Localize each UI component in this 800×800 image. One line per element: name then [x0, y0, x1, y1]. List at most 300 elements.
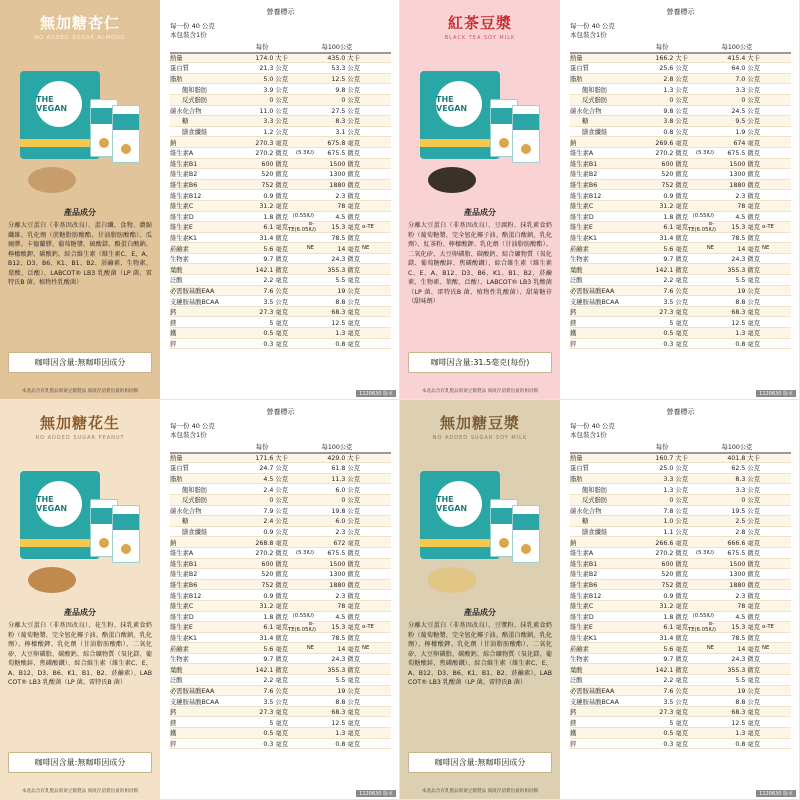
value-per-serving: 1.8 微克: [663, 213, 688, 221]
table-row: [570, 159, 791, 170]
nutrient-name: 泛酸: [570, 277, 583, 285]
value-per-100g: 14 毫克: [337, 645, 360, 653]
value-per-serving: 142.1 微克: [255, 666, 288, 674]
table-row: [570, 169, 791, 180]
value-per-serving: 270.3 毫克: [255, 139, 288, 147]
value-per-100g: 1.3 毫克: [335, 330, 360, 338]
product-image: [408, 449, 552, 599]
value-per-100g: 5.5 毫克: [735, 677, 760, 685]
unit-per-serving: (5.3IU): [696, 549, 714, 556]
footnote: 本產品含有乳製品與黃豆類製品 與既存消費份量的相同類: [21, 389, 139, 394]
value-per-100g: 19 公克: [337, 687, 360, 695]
product-panel: [400, 0, 800, 400]
nutrient-name: 維生素B6: [570, 182, 598, 190]
value-per-serving: 0.9 微克: [663, 192, 688, 200]
nutrient-name: 維生素B12: [570, 592, 602, 600]
nutrient-name: 必需胺基酸EAA: [170, 287, 215, 295]
value-per-100g: 8.3 公克: [335, 118, 360, 126]
unit-per-100g: α-TE: [362, 223, 374, 230]
nutrient-name: 鎂: [570, 319, 577, 327]
nutrient-name: 葉酸: [170, 666, 183, 674]
sachet-dot: [521, 144, 531, 154]
box-stripe: [420, 139, 500, 147]
table-row: [170, 590, 391, 601]
nutrition-table: [160, 0, 399, 399]
box-stripe: [420, 539, 500, 547]
sachet-image: [112, 105, 140, 163]
value-per-serving: 27.3 毫克: [259, 309, 288, 317]
nutrient-name: 維生素E: [170, 224, 193, 232]
box-stripe: [20, 139, 100, 147]
product-panel: [0, 400, 400, 800]
value-per-serving: 9.7 微克: [663, 256, 688, 264]
product-subtitle: NO ADDED SUGAR PEANUT: [35, 435, 125, 441]
value-per-100g: 0 公克: [341, 97, 360, 105]
value-per-100g: 1.9 公克: [735, 129, 760, 137]
nutrition-title: 營養標示: [666, 8, 695, 16]
value-per-serving: 1.8 微克: [263, 213, 288, 221]
nutrient-name: 維生素B1: [570, 560, 598, 568]
value-per-serving: 5.6 毫克: [663, 645, 688, 653]
unit-per-serving: α-TE(6.05IU): [288, 220, 316, 233]
value-per-100g: 78 毫克: [737, 203, 760, 211]
value-per-serving: 0 公克: [669, 97, 688, 105]
unit-per-100g: NE: [362, 645, 370, 652]
value-per-serving: 266.6 毫克: [655, 539, 688, 547]
value-per-serving: 5.6 毫克: [263, 245, 288, 253]
table-row: [170, 307, 391, 318]
value-per-100g: 78.5 微克: [731, 634, 760, 642]
unit-per-serving: (5.3IU): [296, 549, 314, 556]
table-row: [170, 63, 391, 74]
unit-per-serving: NE: [706, 645, 714, 652]
nutrient-name: 鈉: [570, 139, 577, 147]
nutrient-name: 鐵: [570, 730, 577, 738]
product-box-image: [420, 471, 500, 559]
value-per-serving: 5 毫克: [669, 719, 688, 727]
table-row: [570, 127, 791, 138]
table-row: [570, 495, 791, 506]
nutrient-name: 維生素C: [570, 203, 594, 211]
table-row: [170, 106, 391, 117]
box-logo-label: THE VEGAN: [436, 81, 482, 127]
table-row: [570, 463, 791, 474]
table-row: [170, 527, 391, 538]
table-row: [170, 506, 391, 517]
nutrient-name: 蛋白質: [170, 65, 189, 73]
value-per-serving: 0.3 毫克: [663, 340, 688, 348]
value-per-100g: 8.8 公克: [335, 698, 360, 706]
value-per-100g: 53.3 公克: [331, 65, 360, 73]
value-per-serving: 142.1 微克: [655, 666, 688, 674]
value-per-100g: 8.3 公克: [735, 476, 760, 484]
table-row: [170, 453, 391, 464]
nutrient-name: 鐵: [170, 330, 177, 338]
table-row: [570, 63, 791, 74]
nutrient-name: 維生素E: [570, 224, 593, 232]
nutrient-name: 菸鹼素: [570, 245, 589, 253]
product-title: 無加糖杏仁: [39, 14, 120, 32]
unit-per-100g: α-TE: [762, 623, 774, 630]
value-per-100g: 355.3 微克: [727, 266, 760, 274]
nutrient-name: 維生素B12: [170, 192, 202, 200]
table-row: [170, 243, 391, 254]
nutrient-name: 鎂: [570, 719, 577, 727]
value-per-100g: 1880 微克: [729, 582, 760, 590]
table-row: [570, 474, 791, 485]
value-per-100g: 19 公克: [737, 287, 760, 295]
value-per-100g: 27.5 公克: [331, 107, 360, 115]
nutrient-name: 菸鹼素: [170, 645, 189, 653]
value-per-100g: 675.5 微克: [327, 550, 360, 558]
table-row: [570, 633, 791, 644]
nutrient-name: 鎂: [170, 719, 177, 727]
unit-per-100g: α-TE: [362, 623, 374, 630]
value-per-serving: 0 公克: [269, 497, 288, 505]
header-per-100g: 每100公克: [721, 44, 753, 52]
table-row: [570, 664, 791, 675]
value-per-serving: 6.1 毫克: [663, 224, 688, 232]
table-row: [570, 264, 791, 275]
value-per-serving: 3.3 公克: [663, 476, 688, 484]
table-row: [170, 53, 391, 64]
nutrient-name: 維生素A: [570, 550, 594, 558]
servings-per-pack: 本包裝含1份: [170, 31, 207, 39]
nutrient-name: 蛋白質: [570, 65, 589, 73]
footnote: 本產品含有乳製品與黃豆類製品 與既存消費份量的相同類: [421, 389, 539, 394]
nutrient-name: 維生素C: [170, 203, 194, 211]
value-per-100g: 675.5 微克: [727, 150, 760, 158]
value-per-serving: 270.2 微克: [255, 150, 288, 158]
nutrient-name: 維生素A: [170, 150, 194, 158]
value-per-serving: 31.4 微克: [259, 634, 288, 642]
value-per-serving: 7.6 公克: [263, 287, 288, 295]
nutrient-name: 維生素K1: [570, 634, 598, 642]
value-per-serving: 4.5 公克: [263, 476, 288, 484]
unit-per-serving: NE: [306, 245, 314, 252]
value-per-100g: 3.1 公克: [335, 129, 360, 137]
value-per-100g: 1300 微克: [329, 571, 360, 579]
value-per-serving: 5.6 毫克: [663, 245, 688, 253]
table-row: [170, 233, 391, 244]
table-row: [570, 286, 791, 297]
value-per-serving: 0.9 微克: [663, 592, 688, 600]
table-row: [170, 317, 391, 328]
nutrient-name: 必需胺基酸EAA: [170, 687, 215, 695]
nutrient-name: 支鏈胺基酸BCAA: [170, 698, 219, 706]
sachet-image: [512, 105, 540, 163]
value-per-100g: 78.5 微克: [331, 634, 360, 642]
value-per-serving: 3.3 公克: [263, 118, 288, 126]
table-row: [170, 664, 391, 675]
table-row: [170, 74, 391, 85]
nutrient-name: 泛酸: [570, 677, 583, 685]
nutrient-name: 泛酸: [170, 677, 183, 685]
value-per-serving: 0.5 毫克: [663, 730, 688, 738]
value-per-100g: 674 毫克: [733, 139, 760, 147]
value-per-100g: 78 毫克: [337, 203, 360, 211]
table-row: [170, 633, 391, 644]
value-per-100g: 0.8 毫克: [335, 740, 360, 748]
value-per-serving: 25.0 公克: [659, 465, 688, 473]
nutrient-name: 碳水化合物: [170, 107, 202, 115]
unit-per-100g: NE: [762, 245, 770, 252]
product-info-column: [400, 400, 560, 799]
value-per-100g: 78 毫克: [337, 603, 360, 611]
table-row: [570, 84, 791, 95]
value-per-100g: 0 公克: [741, 497, 760, 505]
table-row: [570, 707, 791, 718]
header-per-100g: 每100公克: [321, 444, 353, 452]
value-per-serving: 166.2 大卡: [655, 55, 688, 63]
nutrient-name: 維生素B1: [170, 560, 198, 568]
table-row: [570, 601, 791, 612]
nutrient-name: 糖: [582, 518, 589, 526]
value-per-100g: 15.3 毫克: [331, 224, 360, 232]
sachet-band: [513, 514, 539, 530]
table-row: [570, 728, 791, 739]
table-row: [570, 53, 791, 64]
table-row: [170, 201, 391, 212]
nutrient-name: 鐵: [170, 730, 177, 738]
value-per-serving: 142.1 微克: [255, 266, 288, 274]
value-per-100g: 2.3 公克: [335, 529, 360, 537]
value-per-100g: 1.3 毫克: [735, 330, 760, 338]
unit-per-100g: NE: [762, 645, 770, 652]
table-row: [170, 328, 391, 339]
nutrient-name: 維生素C: [570, 603, 594, 611]
nutrient-name: 熱量: [170, 455, 183, 463]
value-per-serving: 2.4 公克: [263, 486, 288, 494]
value-per-serving: 174.0 大卡: [255, 55, 288, 63]
value-per-serving: 520 微克: [261, 171, 288, 179]
value-per-serving: 269.6 毫克: [655, 139, 688, 147]
value-per-serving: 7.8 公克: [663, 507, 688, 515]
serving-size: 每一份 40 公克: [170, 22, 215, 30]
ingredients-title: 產品成分: [64, 208, 96, 217]
value-per-serving: 270.2 微克: [655, 550, 688, 558]
unit-per-serving: (0.55IU): [292, 213, 314, 220]
table-row: [170, 116, 391, 127]
value-per-100g: 5.5 毫克: [735, 277, 760, 285]
value-per-serving: 31.2 毫克: [259, 203, 288, 211]
table-row: [570, 537, 791, 548]
nutrient-name: 反式脂肪: [182, 97, 208, 105]
value-per-serving: 9.7 微克: [663, 656, 688, 664]
nutrient-name: 葉酸: [570, 666, 583, 674]
nutrition-table: [560, 0, 799, 399]
version-code: 1120630 版本: [356, 390, 396, 397]
unit-per-serving: (5.3IU): [696, 149, 714, 156]
servings-per-pack: 本包裝含1份: [170, 431, 207, 439]
table-row: [570, 569, 791, 580]
value-per-100g: 675.5 微克: [327, 150, 360, 158]
value-per-100g: 15.3 毫克: [731, 224, 760, 232]
header-per-serving: 每份: [255, 444, 269, 452]
table-row: [170, 696, 391, 707]
footnote: 本產品含有乳製品與黃豆類製品 與既存消費份量的相同類: [21, 789, 139, 794]
unit-per-serving: (0.55IU): [692, 613, 714, 620]
caffeine-content: 咖啡因含量:無咖啡因成分: [8, 752, 152, 773]
value-per-100g: 1500 微克: [729, 560, 760, 568]
table-row: [570, 643, 791, 654]
value-per-serving: 752 微克: [261, 182, 288, 190]
value-per-100g: 1500 微克: [729, 160, 760, 168]
sachet-image: [512, 505, 540, 563]
value-per-serving: 600 微克: [661, 560, 688, 568]
sachet-band: [513, 114, 539, 130]
product-image: [408, 49, 552, 199]
caffeine-content: 咖啡因含量:無咖啡因成分: [8, 352, 152, 373]
value-per-serving: 520 微克: [661, 171, 688, 179]
nutrient-name: 糖: [182, 118, 189, 126]
ingredients-title: 產品成分: [464, 208, 496, 217]
table-row: [570, 233, 791, 244]
table-row: [570, 222, 791, 233]
nutrition-table: [560, 400, 799, 799]
nutrient-name: 飽和脂肪: [582, 86, 608, 94]
value-per-serving: 5 毫克: [269, 319, 288, 327]
table-row: [570, 696, 791, 707]
nutrient-name: 維生素B6: [170, 182, 198, 190]
value-per-serving: 31.2 毫克: [659, 203, 688, 211]
table-row: [170, 137, 391, 148]
table-header: [570, 442, 791, 453]
nutrient-name: 菸鹼素: [170, 245, 189, 253]
value-per-100g: 19 公克: [737, 687, 760, 695]
nutrient-name: 維生素B12: [170, 592, 202, 600]
value-per-100g: 24.3 微克: [331, 256, 360, 264]
value-per-serving: 9.7 微克: [263, 656, 288, 664]
nutrient-name: 飽和脂肪: [582, 486, 608, 494]
table-row: [570, 686, 791, 697]
table-row: [170, 190, 391, 201]
nutrient-name: 維生素A: [170, 550, 194, 558]
value-per-100g: 61.8 公克: [331, 465, 360, 473]
value-per-100g: 8.8 公克: [335, 298, 360, 306]
value-per-serving: 9.7 微克: [263, 256, 288, 264]
value-per-100g: 4.5 微克: [735, 213, 760, 221]
table-row: [570, 654, 791, 665]
sachet-band: [113, 514, 139, 530]
table-row: [570, 548, 791, 559]
table-row: [570, 453, 791, 464]
table-row: [170, 675, 391, 686]
value-per-serving: 3.9 公克: [263, 86, 288, 94]
table-row: [170, 537, 391, 548]
nutrient-name: 鈣: [570, 309, 577, 317]
ingredient-pile-image: [428, 167, 476, 193]
table-row: [570, 622, 791, 633]
nutrient-name: 碳水化合物: [170, 507, 202, 515]
nutrient-name: 生物素: [170, 656, 189, 664]
nutrient-name: 鋅: [170, 740, 177, 748]
table-row: [170, 484, 391, 495]
value-per-100g: 64.0 公克: [731, 65, 760, 73]
value-per-serving: 27.3 毫克: [659, 309, 688, 317]
nutrient-name: 脂肪: [570, 76, 583, 84]
table-row: [570, 580, 791, 591]
value-per-100g: 19.8 公克: [331, 507, 360, 515]
table-row: [170, 654, 391, 665]
value-per-serving: 3.5 公克: [263, 298, 288, 306]
value-per-serving: 520 微克: [261, 571, 288, 579]
nutrition-title: 營養標示: [266, 408, 295, 416]
value-per-100g: 24.3 微克: [731, 656, 760, 664]
product-box-image: [20, 71, 100, 159]
value-per-100g: 14 毫克: [737, 245, 760, 253]
value-per-100g: 1500 微克: [329, 160, 360, 168]
value-per-serving: 24.7 公克: [259, 465, 288, 473]
table-row: [570, 590, 791, 601]
value-per-serving: 2.2 毫克: [263, 677, 288, 685]
value-per-serving: 1.3 公克: [663, 86, 688, 94]
table-row: [170, 739, 391, 750]
table-row: [570, 116, 791, 127]
table-row: [570, 675, 791, 686]
nutrient-name: 膳食纖維: [582, 529, 608, 537]
table-row: [170, 717, 391, 728]
table-row: [570, 506, 791, 517]
unit-per-100g: NE: [362, 245, 370, 252]
product-title: 無加糖豆漿: [439, 414, 520, 432]
nutrient-name: 維生素K1: [170, 234, 198, 242]
table-row: [570, 137, 791, 148]
nutrient-name: 葉酸: [170, 266, 183, 274]
value-per-100g: 14 毫克: [337, 245, 360, 253]
table-row: [170, 339, 391, 350]
ingredients-text: 分離大豆蛋白（非基因改良）、豆腐粉、抹乳素食奶粉（葡萄糖漿、完全氫化椰子油、酪蛋白酸鈉、乳化劑）、紅茶粉、檸檬酸鉀、乳化劑（甘油脂肪酸酯）、二氧化矽、大豆卵磷脂、碳酸鈣、綜合礦物質（氧化鎂、葡萄糖酸鋅、焦磷酸鐵）、綜合維生素（維生素C、E、A、B12、D3、B6、K1、B1、B2、菸鹼素、生物素、葉酸、泛酸）、LABCOT® LB3 乳酸菌（LP 菌、雷特氏B 菌、植物性乳酸菌）、甜菊糖苷（甜味劑）: [408, 222, 552, 305]
table-row: [170, 169, 391, 180]
value-per-serving: 0.5 毫克: [263, 730, 288, 738]
nutrient-name: 維生素B12: [570, 192, 602, 200]
value-per-100g: 355.3 微克: [727, 666, 760, 674]
nutrient-name: 鈉: [570, 539, 577, 547]
value-per-serving: 600 微克: [261, 560, 288, 568]
value-per-100g: 675.8 毫克: [327, 139, 360, 147]
table-row: [570, 527, 791, 538]
table-row: [570, 95, 791, 106]
table-row: [570, 717, 791, 728]
value-per-serving: 7.9 公克: [263, 507, 288, 515]
product-info-column: [0, 400, 160, 799]
value-per-serving: 0.5 毫克: [263, 330, 288, 338]
value-per-serving: 171.6 大卡: [255, 455, 288, 463]
box-logo-label: THE VEGAN: [436, 481, 482, 527]
table-row: [570, 275, 791, 286]
table-row: [570, 339, 791, 350]
nutrient-name: 反式脂肪: [582, 97, 608, 105]
ingredients-text: 分離大豆蛋白（非基因改良）、蛋白纖、食物、濃縮纖維、乳化劑（蔗糖脂肪酸酯、甘油脂肪酸酯）、瓜爾膠、卡德蘭膠、葡萄糖漿、硫酸鎂、酪蛋白酸鈉、檸檬酸鉀、碳酸鈣、綜合維生素（維生素C、E、A、B12、D3、B6、K1、B1、B2、菸鹼素、生物素、葉酸、泛酸）、LABCOT® LB3 乳酸菌（LP 菌、雷特氏B 菌、植物性乳酸菌）: [8, 222, 152, 286]
table-row: [570, 106, 791, 117]
nutrient-name: 生物素: [570, 656, 589, 664]
nutrient-name: 維生素E: [170, 624, 193, 632]
value-per-serving: 268.8 毫克: [255, 539, 288, 547]
nutrient-name: 維生素B6: [570, 582, 598, 590]
value-per-100g: 78.5 微克: [331, 234, 360, 242]
sachet-image: [112, 505, 140, 563]
nutrient-name: 蛋白質: [170, 465, 189, 473]
value-per-100g: 9.5 公克: [735, 118, 760, 126]
value-per-100g: 0 公克: [341, 497, 360, 505]
value-per-serving: 7.6 公克: [263, 687, 288, 695]
value-per-serving: 6.1 毫克: [663, 624, 688, 632]
value-per-serving: 752 微克: [261, 582, 288, 590]
table-row: [170, 286, 391, 297]
value-per-100g: 8.8 公克: [735, 298, 760, 306]
value-per-serving: 6.1 毫克: [263, 624, 288, 632]
unit-per-serving: α-TE(6.05IU): [288, 620, 316, 633]
